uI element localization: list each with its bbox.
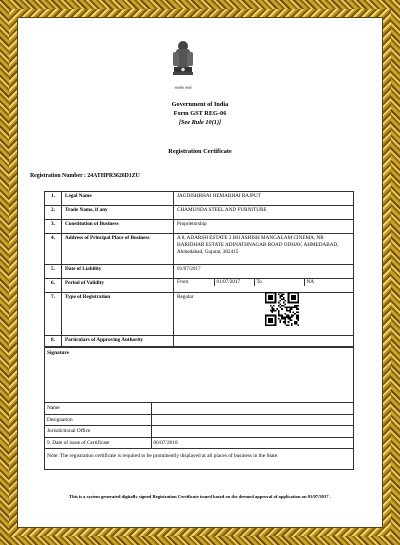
government-heading: Government of India [171, 101, 229, 108]
table-row [45, 426, 353, 438]
table-row [45, 220, 354, 234]
details-table [44, 191, 354, 348]
table-row [45, 265, 354, 279]
to-date: NA [304, 279, 353, 286]
row-label: Address of Principal Place of Business [62, 234, 174, 265]
constitution-value: Proprietorship [174, 220, 354, 234]
address-value: A 8, ADARSH ESTATE 2 BH ASHISH MANGALAM CINEMA, NR HARIDHAR ESTATE ADINATHNAGAR ROAD ODHAV, AHMEDABAD, Ahmedabad, Gujarat, 382415 [174, 234, 354, 265]
footer-note: This is a system generated digitally signed Registration Certificate issued based on the deemed approval of application on 01/07/2017 . [69, 494, 331, 499]
table-row [45, 234, 354, 265]
row-label: Particulars of Approving Authority [62, 336, 174, 348]
legal-name-value: JAGDISHBHAI HEMABHAI RAJPUT [174, 192, 354, 206]
office-value [151, 426, 353, 438]
table-row [45, 414, 353, 426]
table-row [45, 279, 354, 293]
display-note: Note: The registration certificate is required to be prominently displayed at all places of business in the State. [45, 449, 353, 463]
office-label: Jurisdictional Office [45, 426, 151, 438]
trade-name-value: CHAMUNDA STEEL AND FURNITURE [174, 206, 354, 220]
registration-type-value: Regular [177, 294, 194, 300]
row-label: Constitution of Business [62, 220, 174, 234]
table-row [45, 449, 353, 463]
row-number: 3. [45, 220, 62, 234]
row-label: Date of Liability [62, 265, 174, 279]
from-label: From [177, 279, 189, 285]
designation-label: Designation [45, 414, 151, 426]
row-number: 7. [45, 293, 62, 336]
liability-date-value: 01/07/2017 [174, 265, 354, 279]
row-number: 5. [45, 265, 62, 279]
table-row [45, 206, 354, 220]
rule-heading: [See Rule 10(1)] [178, 119, 222, 126]
emblem-caption: सत्यमेव जयते [174, 86, 192, 90]
row-number: 4. [45, 234, 62, 265]
row-number: 8. [45, 336, 62, 348]
validity-period [174, 279, 353, 286]
designation-value [151, 414, 353, 426]
row-label: Legal Name [62, 192, 174, 206]
registration-number: Registration Number : 24ATHPR3626D1ZU [30, 173, 140, 179]
qr-code-icon [265, 292, 299, 326]
name-label: Name [45, 403, 151, 415]
table-row [45, 192, 354, 206]
approval-table [45, 402, 353, 463]
table-row [45, 403, 353, 415]
national-emblem-icon [170, 40, 196, 84]
form-heading: Form GST REG-06 [173, 110, 227, 117]
approval-section [44, 346, 354, 470]
certificate-title: Registration Certificate [168, 148, 232, 155]
row-number: 6. [45, 279, 62, 293]
row-label: Trade Name, if any [62, 206, 174, 220]
row-label: Type of Registration [62, 293, 174, 336]
signature-label: Signature [47, 350, 69, 356]
row-label: Period of Validity [62, 279, 174, 293]
table-row [45, 437, 353, 449]
row-number: 2. [45, 206, 62, 220]
from-date: 01/07/2017 [214, 279, 254, 286]
to-label: To [254, 279, 304, 286]
name-value [151, 403, 353, 415]
issue-date-label: 9. Date of issue of Certificate [45, 437, 151, 449]
row-number: 1. [45, 192, 62, 206]
issue-date-value: 06/07/2018 [151, 437, 353, 449]
table-row [45, 293, 354, 336]
